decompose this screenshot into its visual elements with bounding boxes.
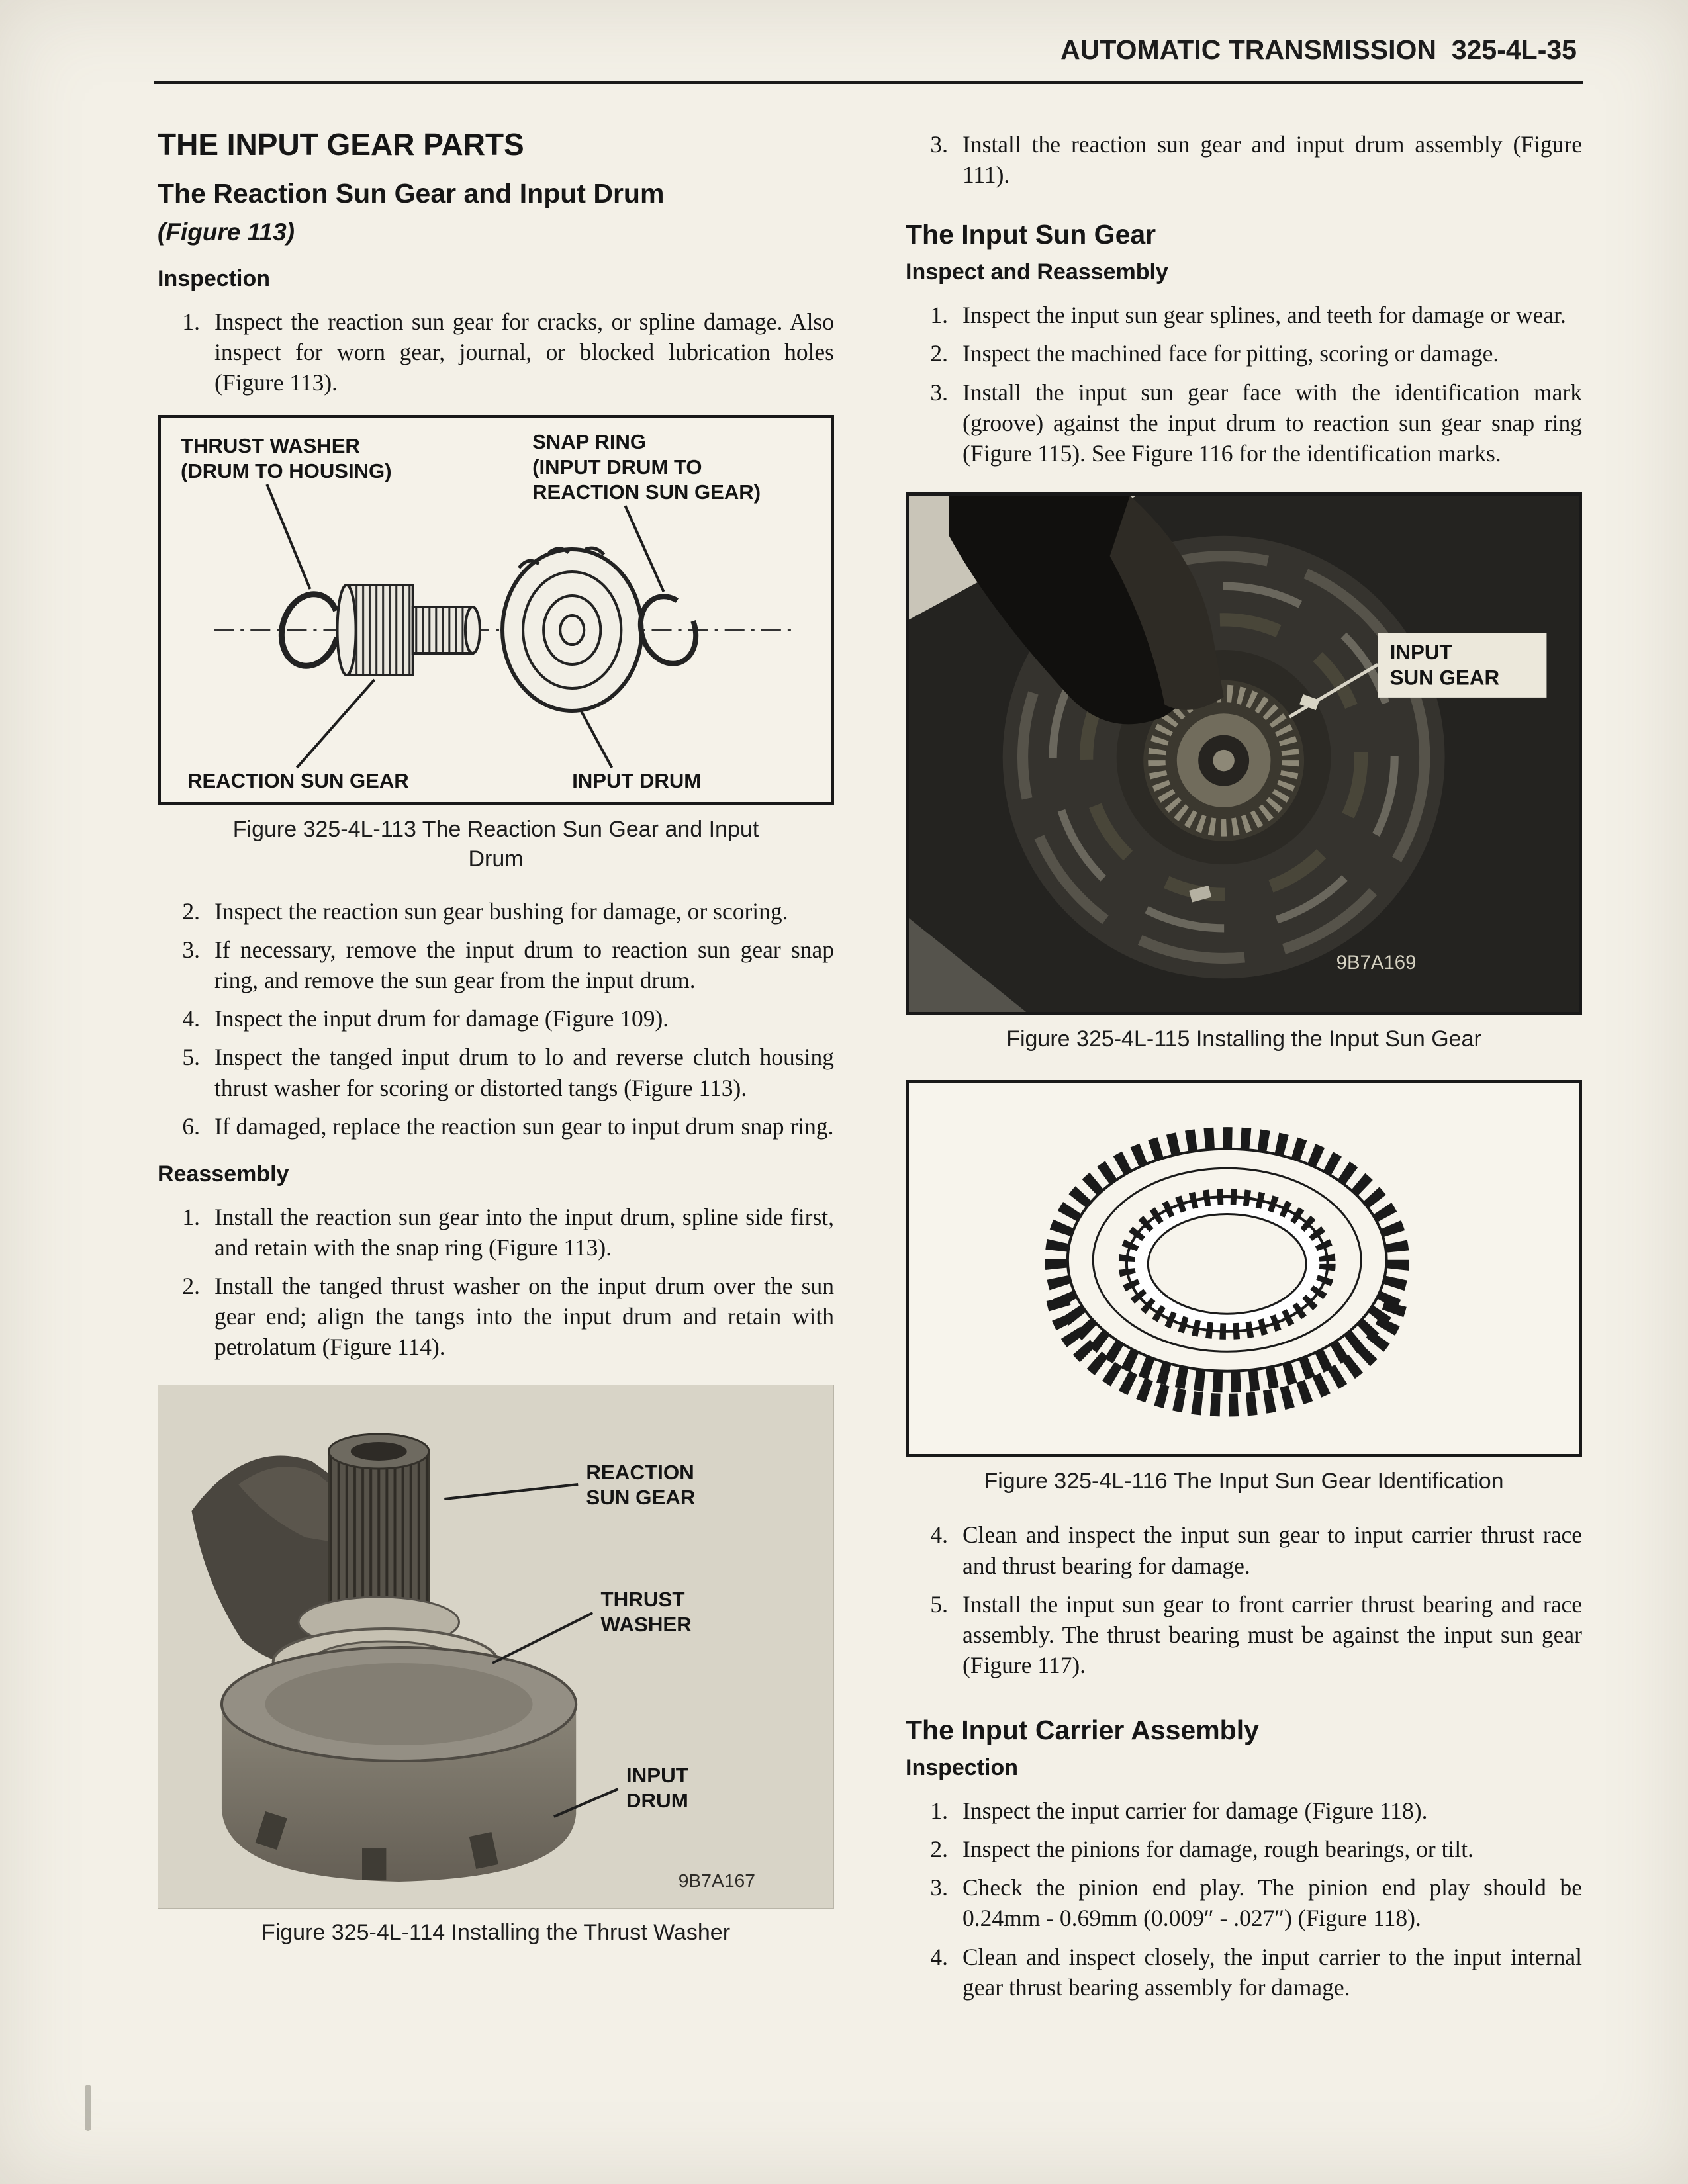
reassembly-heading: Reassembly [158, 1161, 289, 1187]
inspection-heading: Inspection [158, 266, 271, 291]
list-item-text: If damaged, replace the reaction sun gear to input drum snap ring. [214, 1113, 834, 1140]
list-item [906, 1942, 1582, 2003]
list-item-text: Install the reaction sun gear and input drum assembly (Figure 111). [962, 131, 1582, 189]
fig114-photo-code: 9B7A167 [678, 1870, 756, 1891]
reaction-sun-gear-drawing [338, 585, 480, 675]
list-item-number: 4. [930, 1943, 948, 1970]
fig113-reaction-sun-gear-label: REACTION SUN GEAR [187, 769, 409, 793]
list-item [906, 377, 1582, 469]
figure-113-drawing [161, 418, 831, 802]
list-item-number: 3. [182, 936, 200, 963]
figure-reference: (Figure 113) [158, 218, 295, 246]
list-item-text: If necessary, remove the input drum to reaction sun gear snap ring, and remove the sun gear from the input drum. [214, 936, 834, 994]
fig113-snap-ring-label-2: (INPUT DRUM TO [532, 455, 702, 479]
list-item-text: Clean and inspect closely, the input carrier to the input internal gear thrust bearing assembly for damage. [962, 1943, 1582, 2001]
list-item [158, 896, 834, 927]
figure-113-caption: Figure 325-4L-113 The Reaction Sun Gear and Input Drum [232, 817, 759, 872]
list-item [906, 1796, 1582, 1826]
list-item-number: 4. [182, 1005, 200, 1032]
figure-114-caption: Figure 325-4L-114 Installing the Thrust Washer [261, 1920, 731, 1946]
carrier-inspection-heading: Inspection [906, 1755, 1019, 1781]
list-item [906, 1520, 1582, 1580]
list-item-number: 2. [930, 340, 948, 367]
list-item-text: Inspect the machined face for pitting, scoring or damage. [962, 340, 1499, 367]
fig114-thrust-label: THRUST [600, 1588, 685, 1612]
fig113-snap-ring-label: SNAP RING [532, 430, 647, 454]
fig115-input-sun-gear-label-2: SUN GEAR [1389, 666, 1500, 690]
list-item-text: Inspect the reaction sun gear for cracks, or spline damage. Also inspect for worn gear, journal, or blocked lubrication holes (Figure 113). [214, 308, 834, 396]
list-item-text: Install the input sun gear to front carrier thrust bearing and race assembly. The thrust bearing must be against the input sun gear (Figure 117). [962, 1590, 1582, 1678]
input-drum-photo [222, 1647, 576, 1882]
list-item [158, 1003, 834, 1034]
fig113-thrust-washer-label-2: (DRUM TO HOUSING) [181, 459, 392, 483]
section-title-input-gear-parts: THE INPUT GEAR PARTS [158, 127, 524, 161]
list-item-text: Check the pinion end play. The pinion end play should be 0.24mm - 0.69mm (0.009″ - .027″) (Figure 118). [962, 1874, 1582, 1932]
list-item-text: Inspect the input drum for damage (Figure 109). [214, 1005, 669, 1032]
list-item-number: 5. [182, 1044, 200, 1071]
list-item [906, 129, 1582, 190]
figure-116-caption: Figure 325-4L-116 The Input Sun Gear Identification [984, 1469, 1504, 1494]
figure-115-caption: Figure 325-4L-115 Installing the Input Sun Gear [1006, 1026, 1481, 1052]
list-item [906, 1834, 1582, 1864]
list-item-number: 1. [182, 1203, 200, 1230]
list-item [906, 1589, 1582, 1680]
list-item-text: Inspect the reaction sun gear bushing for damage, or scoring. [214, 897, 788, 925]
input-drum-drawing [502, 549, 641, 711]
list-item [906, 300, 1582, 330]
list-item [906, 1872, 1582, 1933]
fig113-thrust-washer-label: THRUST WASHER [181, 434, 360, 458]
list-item-number: 3. [930, 379, 948, 406]
fig114-drum-label: INPUT [626, 1764, 688, 1788]
list-item [158, 306, 834, 398]
figure-114-photo [158, 1385, 833, 1908]
fig114-drum-label-2: DRUM [626, 1789, 688, 1813]
section-title-input-carrier: The Input Carrier Assembly [906, 1715, 1259, 1746]
figure-115 [906, 492, 1582, 1015]
inspect-reassembly-heading: Inspect and Reassembly [906, 259, 1168, 285]
list-item [906, 338, 1582, 369]
subsection-title-reaction-sun-gear: The Reaction Sun Gear and Input Drum [158, 178, 665, 208]
list-item [158, 1202, 834, 1263]
list-item-text: Install the tanged thrust washer on the input drum over the sun gear end; align the tangs into the input drum and retain with petrolatum (Figure 114). [214, 1273, 834, 1361]
list-item-number: 2. [930, 1836, 948, 1863]
section-title-input-sun-gear: The Input Sun Gear [906, 219, 1156, 250]
list-item-number: 3. [930, 1874, 948, 1901]
list-item-number: 6. [182, 1113, 200, 1140]
list-item-number: 5. [930, 1590, 948, 1617]
figure-116 [906, 1080, 1582, 1457]
list-item-text: Inspect the pinions for damage, rough bearings, or tilt. [962, 1836, 1474, 1863]
list-item-number: 4. [930, 1522, 948, 1549]
fig113-snap-ring-label-3: REACTION SUN GEAR) [532, 480, 761, 504]
list-item-text: Clean and inspect the input sun gear to input carrier thrust race and thrust bearing for damage. [962, 1522, 1582, 1579]
list-item-number: 1. [182, 308, 200, 335]
fig115-photo-code: 9B7A169 [1336, 952, 1417, 974]
scan-artifact [85, 2085, 91, 2131]
list-item [158, 934, 834, 995]
list-item-number: 3. [930, 131, 948, 158]
figure-116-drawing [909, 1083, 1579, 1454]
list-item-number: 2. [182, 897, 200, 925]
fig113-input-drum-label: INPUT DRUM [572, 769, 702, 793]
list-item [158, 1042, 834, 1103]
fig115-input-sun-gear-label: INPUT [1389, 641, 1452, 664]
figure-113 [158, 415, 834, 805]
list-item-text: Inspect the tanged input drum to lo and reverse clutch housing thrust washer for scoring or distorted tangs (Figure 113). [214, 1044, 834, 1101]
fig114-reaction-label: REACTION [586, 1461, 694, 1484]
right-column [906, 109, 1582, 2011]
list-item-text: Inspect the input sun gear splines, and teeth for damage or wear. [962, 302, 1566, 329]
list-item-number: 1. [930, 1797, 948, 1825]
fig114-thrust-label-2: WASHER [600, 1613, 692, 1637]
content-columns [158, 109, 1582, 2011]
list-item [158, 1271, 834, 1362]
figure-114 [158, 1385, 834, 1909]
list-item [158, 1111, 834, 1142]
page-header-title: AUTOMATIC TRANSMISSION 325-4L-35 [1060, 34, 1577, 65]
fig114-reaction-label-2: SUN GEAR [586, 1486, 696, 1510]
list-item-number: 2. [182, 1273, 200, 1300]
left-column [158, 109, 834, 2011]
list-item-text: Install the reaction sun gear into the input drum, spline side first, and retain with the snap ring (Figure 113). [214, 1203, 834, 1261]
list-item-text: Inspect the input carrier for damage (Figure 118). [962, 1797, 1428, 1825]
list-item-number: 1. [930, 302, 948, 329]
list-item-text: Install the input sun gear face with the identification mark (groove) against the input drum to reaction sun gear snap ring (Figure 115). See Figure 116 for the identification marks. [962, 379, 1582, 467]
header-rule [154, 81, 1583, 84]
figure-115-photo [909, 496, 1579, 1012]
